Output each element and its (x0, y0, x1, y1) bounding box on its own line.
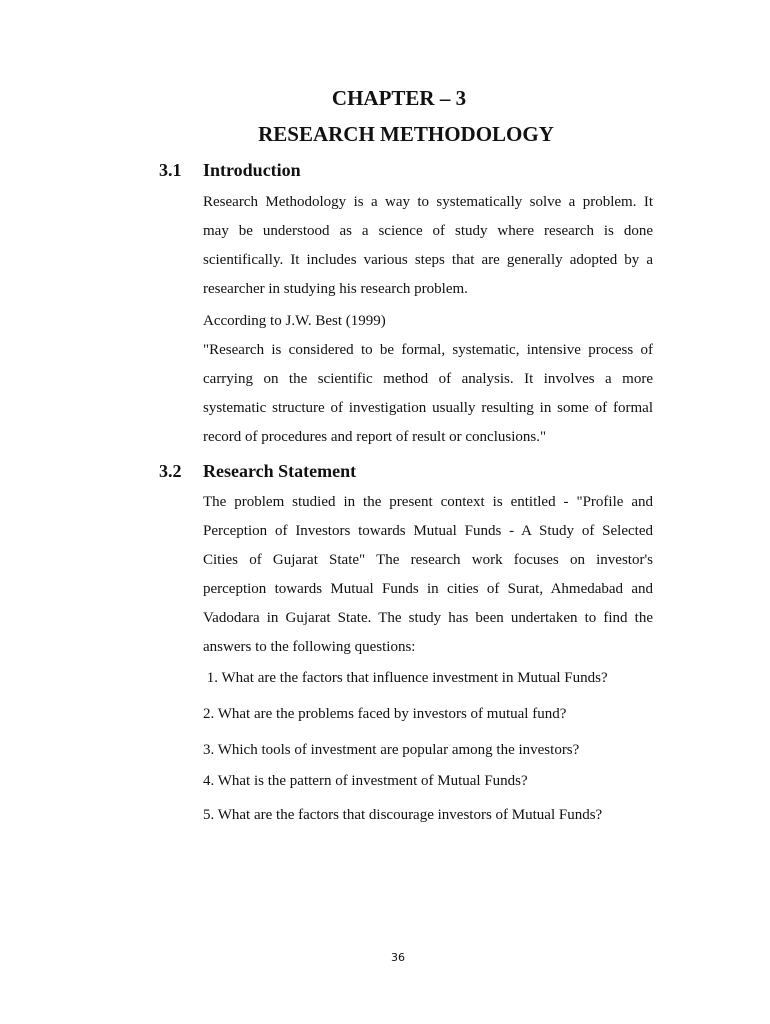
best-quote-paragraph (203, 336, 653, 452)
section-title: Research Statement (203, 461, 357, 481)
quote-line: systematic structure of investigation usually resulting in some of formal (203, 400, 653, 416)
paragraph-line: answers to the following questions: (203, 639, 416, 655)
section-heading-research-statement (159, 461, 356, 482)
question-item: 3. Which tools of investment are popular among the investors? (203, 742, 580, 758)
paragraph-line: Cities of Gujarat State" The research work focuses on investor's (203, 552, 653, 568)
question-item: 1. What are the factors that influence investment in Mutual Funds? (203, 670, 608, 686)
section-number: 3.2 (159, 461, 182, 481)
quote-line: record of procedures and report of result or conclusions." (203, 429, 547, 445)
paragraph-line: researcher in studying his research problem. (203, 281, 468, 297)
page-number: 36 (391, 951, 405, 964)
paragraph-line: Vadodara in Gujarat State. The study has been undertaken to find the (203, 610, 653, 626)
section-title: Introduction (203, 160, 301, 180)
paragraph-line: Research Methodology is a way to systematically solve a problem. It (203, 194, 653, 210)
question-item: 2. What are the problems faced by investors of mutual fund? (203, 706, 567, 722)
paragraph-line: Perception of Investors towards Mutual Funds - A Study of Selected (203, 523, 653, 539)
citation-intro: According to J.W. Best (1999) (203, 313, 386, 329)
quote-line: "Research is considered to be formal, systematic, intensive process of (203, 342, 653, 358)
paragraph-line: perception towards Mutual Funds in cities of Surat, Ahmedabad and (203, 581, 653, 597)
chapter-subtitle: RESEARCH METHODOLOGY (258, 122, 554, 146)
question-item: 4. What is the pattern of investment of Mutual Funds? (203, 773, 528, 789)
quote-line: carrying on the scientific method of analysis. It involves a more (203, 371, 653, 387)
section-number: 3.1 (159, 160, 182, 180)
question-item: 5. What are the factors that discourage investors of Mutual Funds? (203, 807, 603, 823)
paragraph-line: The problem studied in the present context is entitled - "Profile and (203, 494, 653, 510)
section-heading-introduction (159, 160, 301, 181)
paragraph-line: scientifically. It includes various steps that are generally adopted by a (203, 252, 653, 268)
research-statement-paragraph (203, 488, 653, 662)
paragraph-line: may be understood as a science of study where research is done (203, 223, 653, 239)
chapter-title: CHAPTER – 3 (331, 86, 467, 110)
introduction-paragraph (203, 188, 653, 304)
